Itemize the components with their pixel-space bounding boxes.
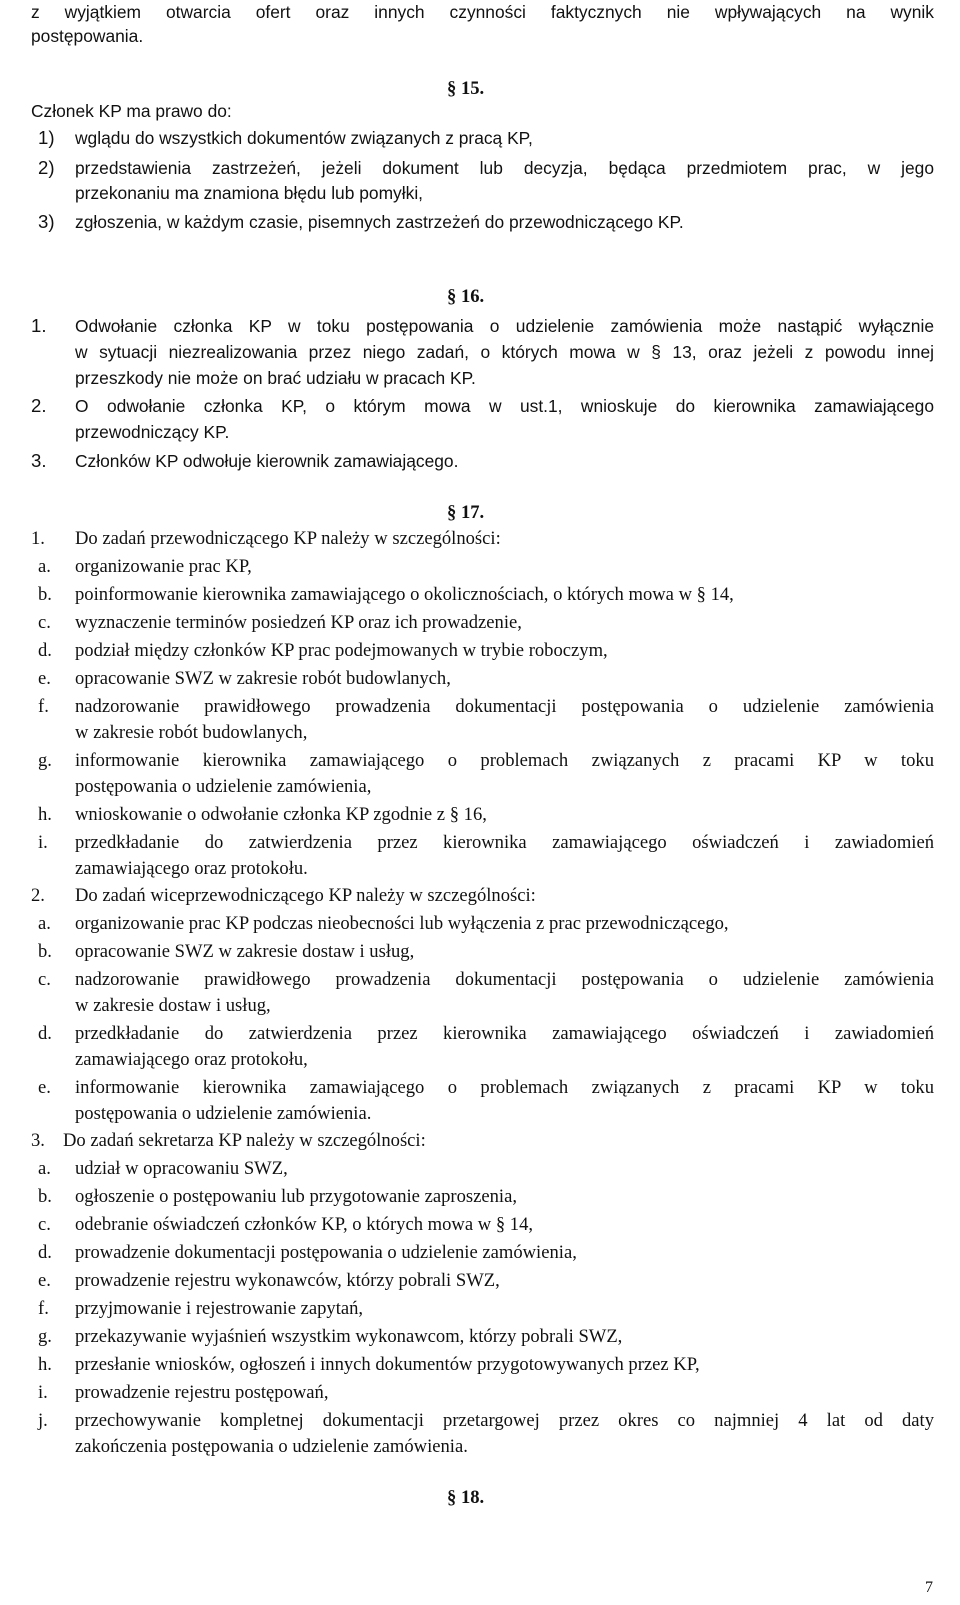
section-heading-number: 18. xyxy=(460,1487,485,1508)
item-letter: j. xyxy=(38,1410,48,1431)
item-letter: d. xyxy=(38,1023,52,1044)
list-item: odebranie oświadczeń członków KP, o których mowa w § 14, xyxy=(75,1214,534,1235)
list-item: przedkładanie do zatwierdzenia przez kierownika zamawiającego oświadczeń i zawiadomień xyxy=(75,832,934,853)
section-heading-number: 16. xyxy=(460,286,485,307)
list-item: Członków KP odwołuje kierownik zamawiającego. xyxy=(75,451,459,471)
list-item: nadzorowanie prawidłowego prowadzenia dokumentacji postępowania o udzielenie zamówienia xyxy=(75,696,934,717)
paragraph-number: 2. xyxy=(31,885,45,906)
list-item: przesłanie wniosków, ogłoszeń i innych dokumentów przygotowywanych przez KP, xyxy=(75,1354,700,1375)
list-item-continuation: przeszkody nie może on brać udziału w pracach KP. xyxy=(75,368,476,388)
item-number: 1) xyxy=(38,127,55,148)
list-item: organizowanie prac KP podczas nieobecności lub wyłączenia z prac przewodniczącego, xyxy=(75,913,729,934)
section-heading-16: § 16. xyxy=(447,286,485,307)
item-letter: f. xyxy=(38,1298,49,1319)
item-letter: d. xyxy=(38,1242,52,1263)
list-item: opracowanie SWZ w zakresie robót budowlanych, xyxy=(75,668,451,689)
intro-line: postępowania. xyxy=(31,26,144,46)
section-heading-18: § 18. xyxy=(447,1487,485,1508)
paragraph-lead: Do zadań sekretarza KP należy w szczególności: xyxy=(63,1130,426,1151)
list-item-continuation: postępowania o udzielenie zamówienia, xyxy=(75,776,372,797)
paragraph-number: 3. xyxy=(31,1130,45,1151)
section-heading-17: § 17. xyxy=(447,502,485,523)
list-item: prowadzenie dokumentacji postępowania o udzielenie zamówienia, xyxy=(75,1242,577,1263)
item-letter: e. xyxy=(38,1270,51,1291)
paragraph-lead: Do zadań wiceprzewodniczącego KP należy w szczególności: xyxy=(75,885,536,906)
item-letter: b. xyxy=(38,941,52,962)
section-heading-number: 15. xyxy=(460,78,485,99)
item-letter: d. xyxy=(38,640,52,661)
list-item-continuation: w zakresie dostaw i usług, xyxy=(75,995,271,1016)
list-item: przyjmowanie i rejestrowanie zapytań, xyxy=(75,1298,364,1319)
list-item: Odwołanie członka KP w toku postępowania o udzielenie zamówienia może nastąpić wyłącznie xyxy=(75,316,934,336)
list-item: podział między członków KP prac podejmowanych w trybie roboczym, xyxy=(75,640,608,661)
list-item-continuation: zakończenia postępowania o udzielenie zamówienia. xyxy=(75,1436,468,1457)
section-lead: Członek KP ma prawo do: xyxy=(31,101,232,121)
item-letter: c. xyxy=(38,969,51,990)
item-letter: b. xyxy=(38,1186,52,1207)
item-letter: i. xyxy=(38,1382,48,1403)
list-item-continuation: przekonaniu ma znamiona błędu lub pomyłki, xyxy=(75,183,424,203)
list-item: wnioskowanie o odwołanie członka KP zgodnie z § 16, xyxy=(75,804,487,825)
list-item-continuation: w sytuacji niezrealizowania przez niego zadań, o których mowa w § 13, oraz jeżeli z powodu innej xyxy=(75,342,934,362)
item-letter: a. xyxy=(38,913,51,934)
list-item: udział w opracowaniu SWZ, xyxy=(75,1158,288,1179)
item-letter: e. xyxy=(38,1077,51,1098)
list-item: prowadzenie rejestru wykonawców, którzy pobrali SWZ, xyxy=(75,1270,500,1291)
item-number: 2. xyxy=(31,395,47,416)
list-item-continuation: przewodniczący KP. xyxy=(75,422,230,442)
item-number: 2) xyxy=(38,157,55,178)
item-letter: g. xyxy=(38,1326,52,1347)
item-letter: a. xyxy=(38,1158,51,1179)
page-number: 7 xyxy=(925,1579,933,1596)
list-item: organizowanie prac KP, xyxy=(75,556,252,577)
list-item: prowadzenie rejestru postępowań, xyxy=(75,1382,329,1403)
intro-line: z wyjątkiem otwarcia ofert oraz innych czynności faktycznych nie wpływających na wynik xyxy=(31,2,934,22)
paragraph-lead: Do zadań przewodniczącego KP należy w szczególności: xyxy=(75,528,501,549)
item-letter: b. xyxy=(38,584,52,605)
list-item-continuation: zamawiającego oraz protokołu, xyxy=(75,1049,308,1070)
list-item: poinformowanie kierownika zamawiającego o okolicznościach, o których mowa w § 14, xyxy=(75,584,734,605)
item-letter: g. xyxy=(38,750,52,771)
list-item: przedkładanie do zatwierdzenia przez kierownika zamawiającego oświadczeń i zawiadomień xyxy=(75,1023,934,1044)
list-item: przechowywanie kompletnej dokumentacji przetargowej przez okres co najmniej 4 lat od daty xyxy=(75,1410,934,1431)
item-letter: i. xyxy=(38,832,48,853)
item-letter: c. xyxy=(38,1214,51,1235)
list-item: przedstawienia zastrzeżeń, jeżeli dokument lub decyzja, będąca przedmiotem prac, w jego xyxy=(75,158,934,178)
list-item: wglądu do wszystkich dokumentów związanych z pracą KP, xyxy=(75,128,533,148)
list-item-continuation: zamawiającego oraz protokołu. xyxy=(75,858,308,879)
list-item: opracowanie SWZ w zakresie dostaw i usług, xyxy=(75,941,415,962)
item-letter: a. xyxy=(38,556,51,577)
item-letter: h. xyxy=(38,804,52,825)
item-number: 3) xyxy=(38,211,55,232)
paragraph-number: 1. xyxy=(31,528,45,549)
item-number: 3. xyxy=(31,450,47,471)
item-letter: c. xyxy=(38,612,51,633)
list-item: wyznaczenie terminów posiedzeń KP oraz ich prowadzenie, xyxy=(75,612,522,633)
section-heading-number: 17. xyxy=(460,502,485,523)
list-item-continuation: postępowania o udzieleniе zamówienia. xyxy=(75,1103,372,1124)
item-letter: f. xyxy=(38,696,49,717)
item-letter: e. xyxy=(38,668,51,689)
list-item: O odwołanie członka KP, o którym mowa w ust.1, wnioskuje do kierownika zamawiającego xyxy=(75,396,934,416)
list-item: nadzorowanie prawidłowego prowadzenia dokumentacji postępowania o udzielenie zamówienia xyxy=(75,969,934,990)
section-heading-15: § 15. xyxy=(447,78,485,99)
list-item: informowanie kierownika zamawiającego o problemach związanych z pracami KP w toku xyxy=(75,750,934,771)
list-item: przekazywanie wyjaśnień wszystkim wykonawcom, którzy pobrali SWZ, xyxy=(75,1326,623,1347)
list-item: zgłoszenia, w każdym czasie, pisemnych zastrzeżeń do przewodniczącego KP. xyxy=(75,212,684,232)
list-item: ogłoszenie o postępowaniu lub przygotowanie zaproszenia, xyxy=(75,1186,517,1207)
list-item-continuation: w zakresie robót budowlanych, xyxy=(75,722,308,743)
list-item: informowanie kierownika zamawiającego o problemach związanych z pracami KP w toku xyxy=(75,1077,934,1098)
item-number: 1. xyxy=(31,315,47,336)
item-letter: h. xyxy=(38,1354,52,1375)
